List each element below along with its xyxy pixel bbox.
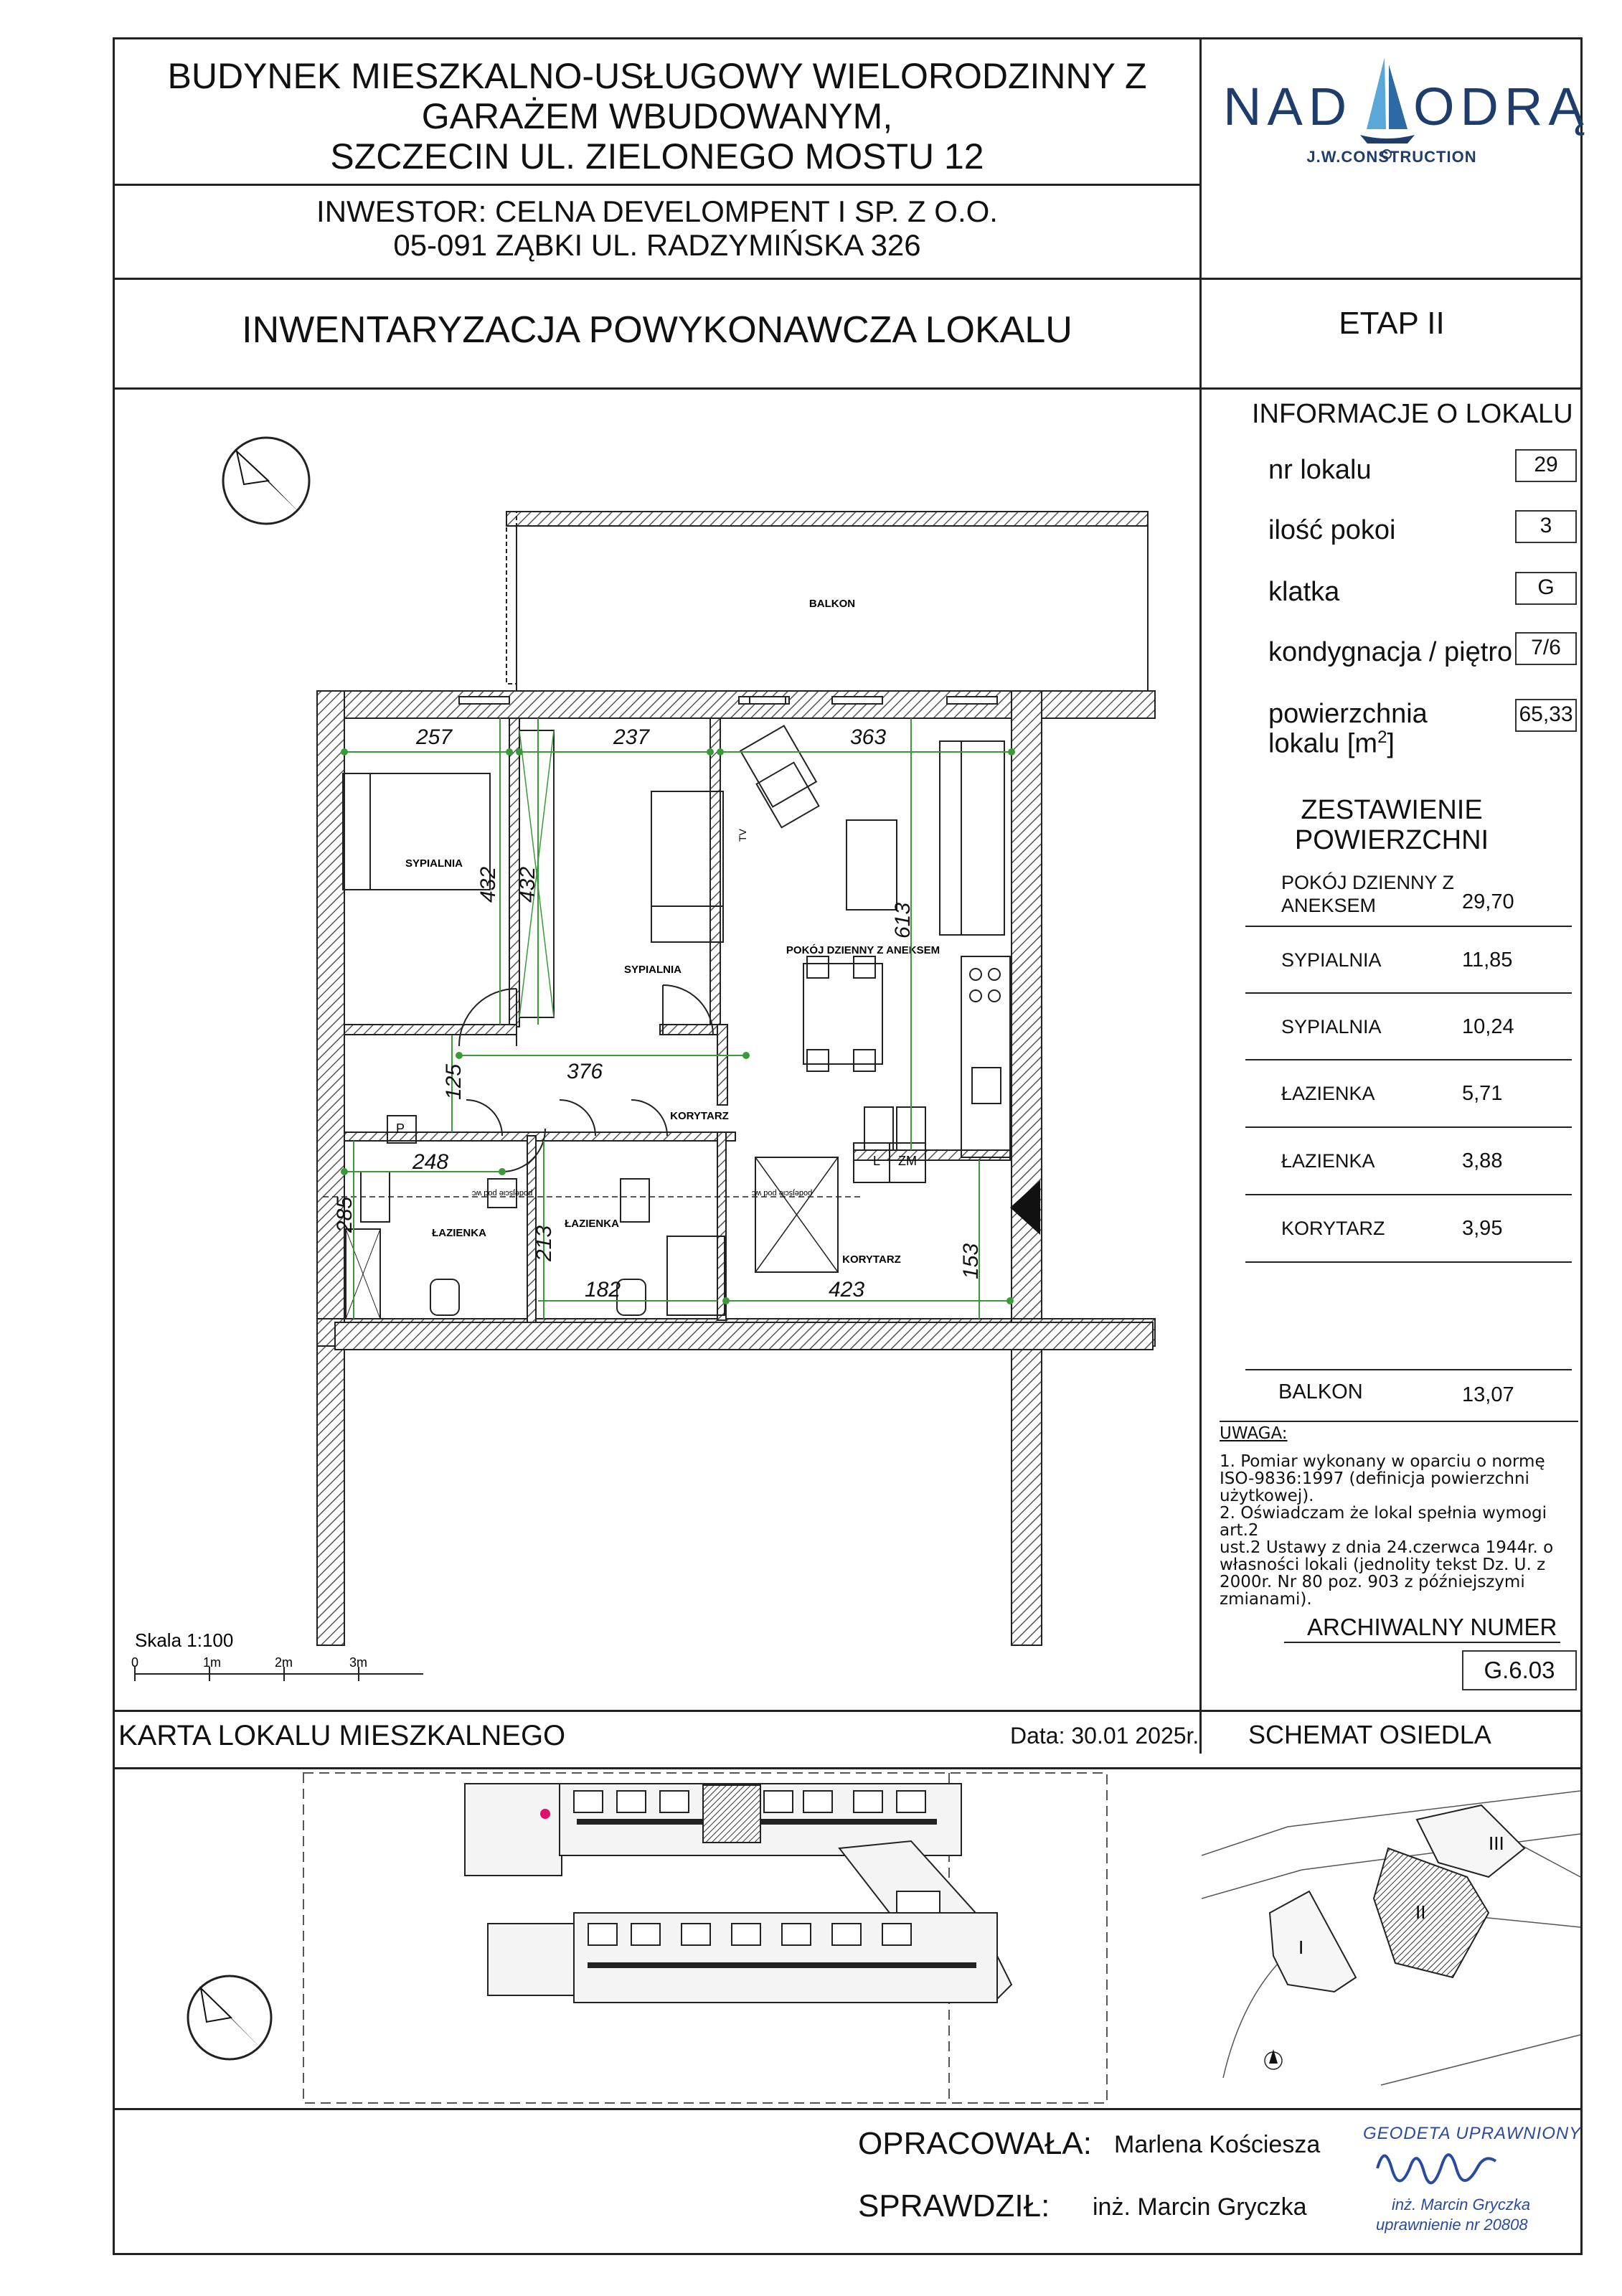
summary-value-5: 3,95	[1462, 1217, 1503, 1240]
info-value-area: 65,33	[1515, 699, 1577, 732]
floor-plan	[115, 390, 1199, 1710]
summary-divider-0	[1245, 926, 1572, 927]
summary-divider-3	[1245, 1126, 1572, 1128]
pipe-note-2: podejście pod wc	[751, 1189, 813, 1198]
summary-name-0: POKÓJ DZIENNY Z	[1281, 872, 1455, 893]
scheme-north-icon	[1265, 2049, 1282, 2069]
area-label-end: ]	[1387, 728, 1395, 759]
summary-value-4: 3,88	[1462, 1149, 1503, 1172]
estate-scheme-drawing	[1202, 1769, 1580, 2108]
pipe-note-1: podejście pod wc	[471, 1189, 533, 1198]
line-under-building	[113, 184, 1201, 186]
stamp-line-3: uprawnienie nr 20808	[1376, 2216, 1528, 2234]
card-date: Data: 30.01 2025r.	[1010, 1723, 1199, 1749]
scale-tick-1: 1m	[203, 1655, 222, 1670]
dim-213: 213	[532, 1225, 556, 1262]
dim-153: 153	[959, 1243, 983, 1280]
room-label-balkon: BALKON	[808, 598, 856, 610]
card-title: KARTA LOKALU MIESZKALNEGO	[118, 1720, 566, 1751]
summary-name-4: ŁAZIENKA	[1281, 1150, 1375, 1172]
dim-248: 248	[412, 1150, 449, 1174]
notes-line: 2000r. Nr 80 poz. 903 z późniejszymi	[1220, 1573, 1525, 1591]
notes-line: użytkowej).	[1220, 1487, 1314, 1505]
room-label-lazienka-1: ŁAZIENKA	[432, 1227, 486, 1239]
summary-value-3: 5,71	[1462, 1082, 1503, 1105]
prepared-name: Marlena Kościesza	[1114, 2131, 1321, 2158]
label-l: L	[872, 1154, 881, 1168]
notes-line: ISO-9836:1997 (definicja powierzchni	[1220, 1469, 1529, 1488]
signature-scribble	[1370, 2140, 1514, 2197]
stage-I-building	[1270, 1891, 1356, 1992]
schema-title: SCHEMAT OSIEDLA	[1248, 1720, 1491, 1749]
notes-line: własności lokali (jednolity tekst Dz. U. z	[1220, 1556, 1546, 1574]
scale-label: Skala 1:100	[135, 1629, 234, 1651]
stage-label-II: II	[1415, 1901, 1426, 1923]
summary-value-2: 10,24	[1462, 1015, 1514, 1038]
summary-name-5: KORYTARZ	[1281, 1218, 1385, 1239]
room-label-sypialnia-2: SYPIALNIA	[623, 964, 682, 976]
summary-divider-2	[1245, 1059, 1572, 1060]
info-value-stair: G	[1515, 572, 1577, 605]
info-label-area-2	[1268, 728, 1395, 760]
stage-title: ETAP II	[1339, 306, 1445, 341]
summary-heading-1: ZESTAWIENIE	[1301, 795, 1483, 825]
notes-heading: UWAGA:	[1220, 1424, 1288, 1443]
building-map	[115, 1769, 1199, 2108]
stamp-line-2: inż. Marcin Gryczka	[1392, 2196, 1531, 2213]
building-map-drawing	[115, 1769, 1199, 2108]
info-label-nr: nr lokalu	[1268, 455, 1372, 485]
area-label-sup: 2	[1377, 728, 1387, 747]
room-label-korytarz-1: KORYTARZ	[670, 1110, 729, 1122]
dim-613: 613	[891, 902, 915, 939]
info-label-area-1: powierzchnia	[1268, 699, 1428, 729]
map-north-arrow-icon	[188, 1976, 271, 2059]
prepared-label: OPRACOWAŁA:	[858, 2126, 1092, 2161]
logo-sub: J.W.CONSTRUCTION	[1306, 148, 1477, 166]
summary-value-0: 29,70	[1462, 890, 1514, 913]
dim-125: 125	[442, 1063, 466, 1101]
summary-value-1: 11,85	[1462, 949, 1513, 971]
info-label-floor: kondygnacja / piętro	[1268, 637, 1513, 667]
dim-432a: 432	[476, 866, 500, 903]
dim-285: 285	[333, 1196, 357, 1233]
info-heading: INFORMACJE O LOKALU	[1252, 399, 1573, 429]
room-label-sypialnia-1: SYPIALNIA	[405, 857, 463, 870]
checked-name: inż. Marcin Gryczka	[1093, 2193, 1307, 2221]
building-lower-wing	[488, 1913, 997, 2003]
scale-tick-3: 3m	[349, 1655, 368, 1670]
floor-plan-drawing	[115, 390, 1199, 1710]
building-title-line-3: SZCZECIN UL. ZIELONEGO MOSTU 12	[330, 136, 984, 177]
frame-bottom	[113, 2253, 1582, 2255]
summary-divider-1	[1245, 992, 1572, 994]
logo-name-left: NAD	[1223, 77, 1353, 136]
dim-376: 376	[566, 1060, 603, 1083]
summary-name-0b: ANEKSEM	[1281, 895, 1377, 916]
notes-line: 1. Pomiar wykonany w oparciu o normę	[1220, 1452, 1545, 1471]
dim-257: 257	[415, 725, 453, 749]
investor-line-1: INWESTOR: CELNA DEVELOMPENT I SP. Z O.O.	[316, 194, 998, 228]
dim-432b: 432	[516, 866, 539, 903]
archive-label: ARCHIWALNY NUMER	[1307, 1614, 1557, 1640]
summary-name-2: SYPIALNIA	[1281, 1016, 1382, 1038]
notes-line: zmianami).	[1220, 1590, 1312, 1609]
info-label-rooms: ilość pokoi	[1268, 515, 1396, 545]
summary-divider-5	[1245, 1261, 1572, 1263]
building-title-line-2: GARAŻEM WBUDOWANYM,	[421, 96, 893, 136]
archive-value: G.6.03	[1462, 1650, 1577, 1690]
summary-divider-4	[1245, 1194, 1572, 1195]
info-value-floor: 7/6	[1515, 632, 1577, 665]
notes-line: ust.2 Ustawy z dnia 24.czerwca 1944r. o	[1220, 1538, 1554, 1557]
label-zm: ZM	[898, 1154, 917, 1168]
info-value-nr: 29	[1515, 449, 1577, 482]
estate-scheme	[1202, 1769, 1580, 2108]
summary-name-3: ŁAZIENKA	[1281, 1083, 1375, 1104]
logo-name-right: ODRĄ	[1413, 77, 1590, 136]
notes-body	[1220, 1453, 1578, 1608]
info-label-stair: klatka	[1268, 577, 1340, 607]
area-label-text: lokalu [m	[1268, 728, 1378, 759]
line-under-investor	[113, 278, 1582, 280]
dim-423: 423	[828, 1278, 865, 1302]
notes-line: 2. Oświadczam że lokal spełnia wymogi art.2	[1220, 1504, 1547, 1540]
scale-tick-2: 2m	[275, 1655, 293, 1670]
room-label-korytarz-2: KORYTARZ	[842, 1253, 901, 1266]
summary-heading-2: POWIERZCHNI	[1294, 825, 1489, 855]
summary-divider-balcony	[1245, 1369, 1572, 1370]
line-map-bottom	[113, 2108, 1582, 2110]
summary-balcony-value: 13,07	[1462, 1383, 1514, 1406]
dim-182: 182	[584, 1278, 621, 1302]
frame-right	[1580, 37, 1583, 2255]
dimension-labels	[333, 725, 983, 1302]
summary-balcony-name: BALKON	[1278, 1380, 1363, 1403]
info-value-rooms: 3	[1515, 510, 1577, 543]
room-label-lazienka-2: ŁAZIENKA	[565, 1218, 619, 1230]
dim-237: 237	[613, 725, 650, 749]
stage-label-III: III	[1489, 1832, 1504, 1854]
checked-label: SPRAWDZIŁ:	[858, 2188, 1050, 2224]
investor-line-2: 05-091 ZĄBKI UL. RADZYMIŃSKA 326	[393, 228, 921, 262]
frame-top	[113, 37, 1582, 39]
north-arrow-icon	[223, 438, 309, 524]
document-title: INWENTARYZACJA POWYKONAWCZA LOKALU	[242, 309, 1072, 351]
archive-underline	[1284, 1642, 1560, 1643]
dim-363: 363	[849, 725, 887, 749]
room-label-pokoj-dzienny: POKÓJ DZIENNY Z ANEKSEM	[786, 944, 940, 956]
frame-header-divider	[1199, 37, 1202, 1754]
dining-table-icon	[803, 956, 882, 1071]
summary-name-1: SYPIALNIA	[1281, 949, 1382, 971]
logo	[1220, 50, 1590, 172]
line-footer-top	[113, 1710, 1582, 1712]
label-p: P	[396, 1121, 405, 1136]
label-tv: TV	[737, 829, 748, 842]
stage-label-I: I	[1298, 1937, 1304, 1958]
kitchen-icon	[864, 956, 1010, 1157]
location-marker	[540, 1809, 550, 1819]
surveyor-stamp	[1363, 2124, 1582, 2246]
sofa-icon	[740, 726, 1004, 935]
bed-icon	[343, 773, 723, 942]
summary-divider-notes	[1220, 1421, 1578, 1422]
scale-tick-0: 0	[131, 1655, 139, 1670]
stamp-line-1: GEODETA UPRAWNIONY	[1363, 2124, 1582, 2143]
building-title-line-1: BUDYNEK MIESZKALNO-USŁUGOWY WIELORODZINNY Z	[167, 56, 1147, 96]
